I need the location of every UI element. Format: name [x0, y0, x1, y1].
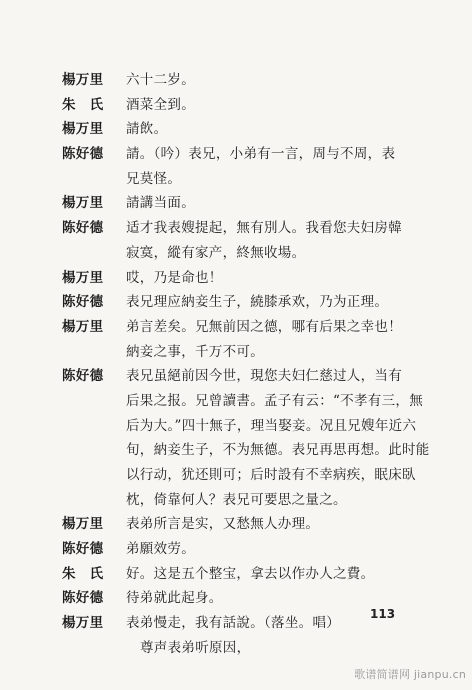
speech-text: 以行动，犹还則可；后时設有不幸病疾，眠床臥 [126, 467, 416, 483]
speaker-name: 楊万里 [62, 516, 104, 533]
speech-text: 酒菜全到。 [126, 96, 195, 113]
dialogue-line [62, 611, 407, 636]
speaker-name: 楊万里 [62, 269, 104, 286]
speech-text: 兄莫怪。 [126, 170, 182, 187]
dialogue-continuation [62, 340, 407, 365]
dialogue-line [62, 364, 407, 389]
site-watermark: 歌谱简谱网 jianpu.cn [354, 668, 466, 681]
speech-text: 弟願效劳。 [126, 541, 195, 558]
dialogue-line [62, 216, 407, 241]
dialogue-continuation [62, 636, 407, 661]
dialogue-continuation [62, 438, 430, 463]
dialogue-line [62, 512, 407, 537]
dialogue-line [62, 93, 407, 118]
page-number: 113 [370, 607, 396, 621]
dialogue-continuation [62, 389, 424, 414]
speech-text: 表弟慢走，我有話說。（落坐。唱） [126, 615, 341, 632]
dialogue-line [62, 266, 407, 291]
speaker-name: 朱 氏 [62, 96, 104, 113]
dialogue-line [62, 315, 407, 340]
dialogue-line [62, 191, 407, 216]
speaker-name: 陈好德 [62, 294, 104, 311]
dialogue-line [62, 68, 407, 93]
speech-text: 表兄理应納妾生子，繞膝承欢，乃为正理。 [126, 294, 389, 311]
speech-text: 納妾之事，千万不可。 [126, 343, 264, 360]
speech-text: 适才我表嫂提起，無有別人。我看您夫妇房韓 [126, 220, 402, 237]
speaker-name: 陈好德 [62, 590, 104, 607]
dialogue-continuation [62, 414, 417, 439]
speech-text: 旬，納妾生子，不为無德。表兄再思再想。此时能 [126, 442, 430, 459]
dialogue-line [62, 142, 407, 167]
speech-text: 寂寞，縱有家产，終無收場。 [126, 244, 306, 261]
speaker-name: 楊万里 [62, 615, 104, 632]
dialogue-line [62, 117, 407, 142]
speaker-name: 楊万里 [62, 318, 104, 335]
speaker-name: 陈好德 [62, 146, 104, 163]
dialogue-continuation [62, 167, 407, 192]
speech-text: 枕，倚靠何人？表兄可要思之量之。 [126, 491, 347, 508]
speech-text: 六十二岁。 [126, 72, 195, 88]
sung-verse: 尊声表弟听原因， [140, 639, 251, 656]
speech-text: 弟言差矣。兄無前因之德，哪有后果之幸也！ [126, 318, 402, 335]
speaker-name: 陈好德 [62, 368, 104, 385]
speech-text: 請飲。 [126, 121, 168, 138]
speaker-name: 陈好德 [62, 541, 104, 558]
speech-text: 表弟所言是实，又愁無人办理。 [126, 516, 320, 533]
speaker-name: 朱 氏 [62, 565, 104, 582]
speech-text: 請。（吟）表兄，小弟有一言，周与不周，表 [126, 146, 396, 163]
dialogue-line [62, 562, 407, 587]
speech-text: 請講当面。 [126, 195, 195, 212]
speaker-name: 陈好德 [62, 220, 104, 237]
speaker-name: 楊万里 [62, 195, 104, 212]
speech-text: 表兄虽絕前因今世，現您夫妇仁慈过人，当有 [126, 368, 402, 385]
dialogue-continuation [62, 463, 416, 488]
speech-text: 后果之报。兄曾讀書。孟子有云：“不孝有三，無 [126, 392, 424, 409]
speech-text: 哎，乃是命也！ [126, 269, 223, 286]
dialogue-line [62, 290, 407, 315]
speaker-name: 楊万里 [62, 72, 104, 88]
speech-text: 待弟就此起身。 [126, 590, 223, 607]
dialogue-line [62, 537, 407, 562]
dialogue-continuation [62, 488, 407, 513]
dialogue-line [62, 586, 407, 611]
speech-text: 好。这是五个整宝，拿去以作办人之費。 [126, 565, 375, 582]
dialogue-continuation [62, 241, 407, 266]
speech-text: 后为大。”四十無子，理当娶妾。况且兄嫂年近六 [126, 417, 417, 434]
script-text [62, 68, 430, 661]
speaker-name: 楊万里 [62, 121, 104, 138]
